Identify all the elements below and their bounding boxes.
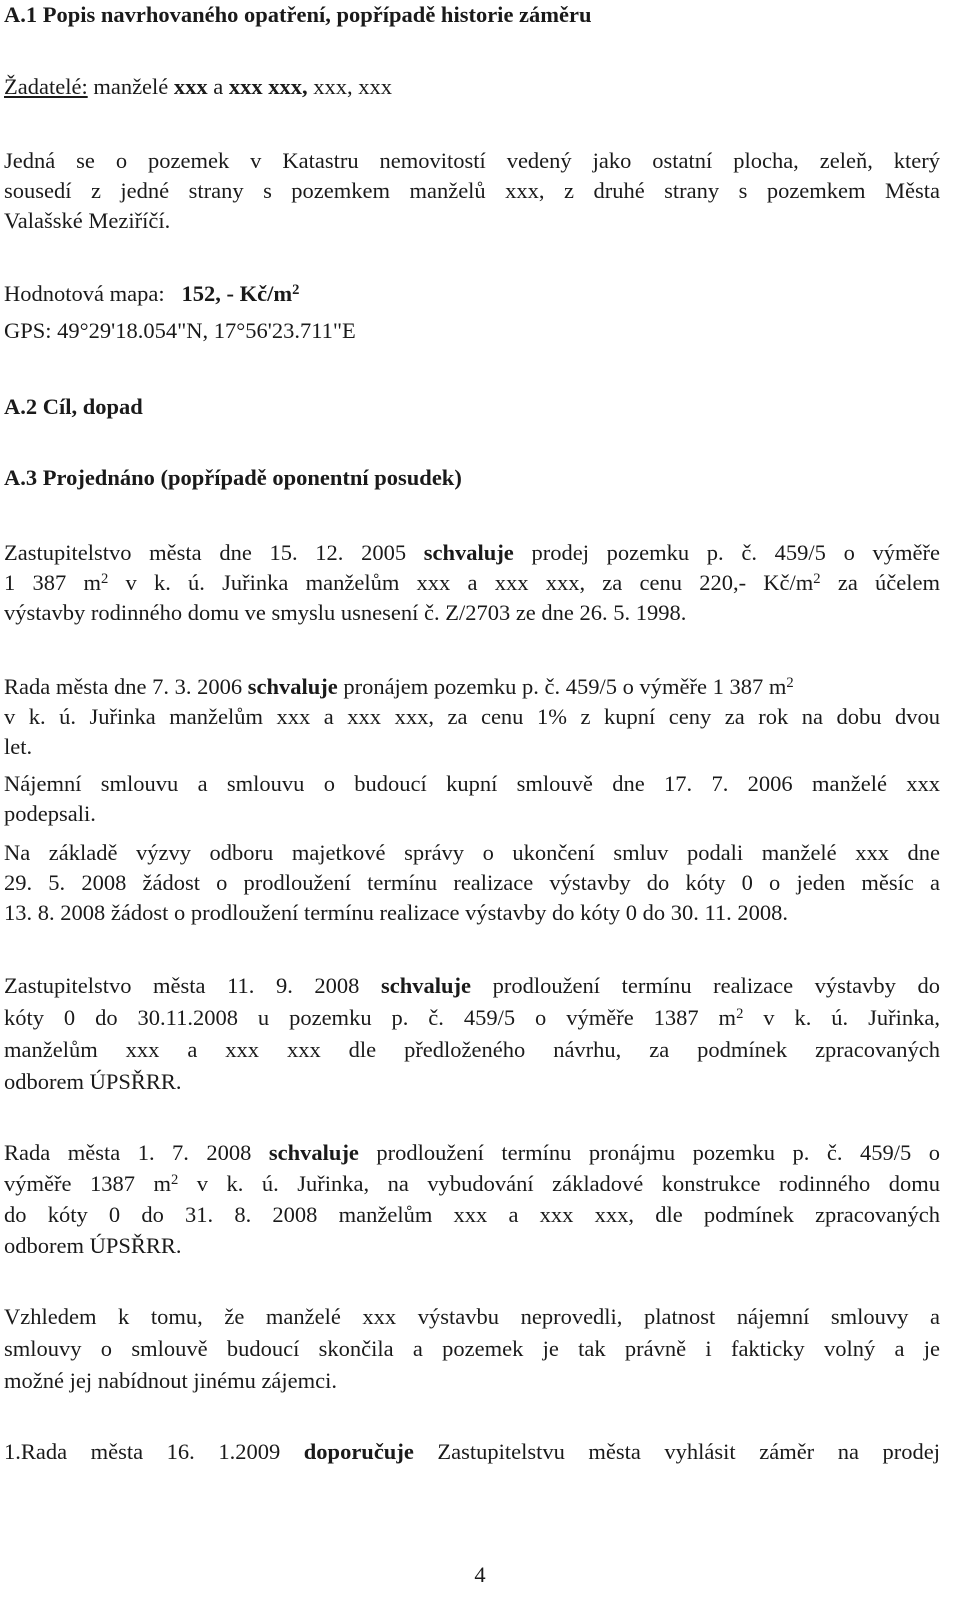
paragraph-line: manželům xxx a xxx xxx dle předloženého návrhu, za podmínek zpracovaných [4, 1037, 940, 1062]
paragraph-line: odborem ÚPSŘRR. [4, 1069, 182, 1094]
page-number: 4 [474, 1562, 486, 1587]
applicant-name: xxx [173, 74, 208, 99]
intro-line: Jedná se o pozemek v Katastru nemovitostí vedený jako ostatní plocha, zeleň, který [4, 148, 940, 173]
paragraph-line: let. [4, 734, 33, 759]
paragraph-line: Rada města 1. 7. 2008 schvaluje prodloužení termínu pronájmu pozemku p. č. 459/5 o [4, 1140, 940, 1165]
paragraph-line: Zastupitelstvo města 11. 9. 2008 schvaluje prodloužení termínu realizace výstavby do [4, 973, 940, 998]
paragraph-line: Zastupitelstvo města dne 15. 12. 2005 schvaluje prodej pozemku p. č. 459/5 o výměře [4, 540, 940, 565]
paragraph-line: odborem ÚPSŘRR. [4, 1233, 182, 1258]
heading-a3: A.3 Projednáno (popřípadě oponentní posudek) [4, 465, 462, 490]
paragraph-line: možné jej nabídnout jinému zájemci. [4, 1368, 338, 1393]
paragraph-line: smlouvy o smlouvě budoucí skončila a pozemek je tak právně i fakticky volný a je [4, 1336, 940, 1361]
paragraph-line: 13. 8. 2008 žádost o prodloužení termínu realizace výstavby do kóty 0 do 30. 11. 2008. [4, 900, 789, 925]
paragraph-line: v k. ú. Juřinka manželům xxx a xxx xxx, za cenu 1% z kupní ceny za rok na dobu dvou [4, 704, 940, 729]
decision-verb: schvaluje [247, 674, 338, 699]
paragraph-line: kóty 0 do 30.11.2008 u pozemku p. č. 459/5 o výměře 1387 $m^2$ v k. ú. Juřinka, [4, 1005, 940, 1030]
gps-line: GPS: 49°29'18.054"N, 17°56'23.711"E [4, 318, 356, 343]
value-map-label: Hodnotová mapa: [4, 281, 165, 306]
paragraph-line: do kóty 0 do 31. 8. 2008 manželům xxx a xxx xxx, dle podmínek zpracovaných [4, 1202, 940, 1227]
decision-verb: schvaluje [268, 1140, 359, 1165]
decision-verb: schvaluje [423, 540, 514, 565]
paragraph-line: Nájemní smlouvu a smlouvu o budoucí kupní smlouvě dne 17. 7. 2006 manželé xxx [4, 771, 940, 796]
paragraph-line: 1.Rada města 16. 1.2009 doporučuje Zastupitelstvu města vyhlásit záměr na prodej [4, 1439, 940, 1464]
paragraph-line: výstavby rodinného domu ve smyslu usnesení č. Z/2703 ze dne 26. 5. 1998. [4, 600, 687, 625]
paragraph-line: podepsali. [4, 801, 96, 826]
heading-a2: A.2 Cíl, dopad [4, 394, 143, 419]
paragraph-line: výměře 1387 $m^2$ v k. ú. Juřinka, na vybudování základové konstrukce rodinného domu [4, 1171, 940, 1196]
paragraph-line: Rada města dne 7. 3. 2006 schvaluje pronájem pozemku p. č. 459/5 o výměře 1 387 $m^2$ [4, 674, 794, 699]
paragraph-line: 29. 5. 2008 žádost o prodloužení termínu realizace výstavby do kóty 0 o jeden měsíc a [4, 870, 940, 895]
paragraph-line: Na základě výzvy odboru majetkové správy o ukončení smluv podali manželé xxx dne [4, 840, 940, 865]
heading-a1: A.1 Popis navrhovaného opatření, popřípadě historie záměru [4, 2, 592, 27]
intro-line: Valašské Meziříčí. [4, 208, 171, 233]
decision-verb: schvaluje [381, 973, 471, 998]
value-map-line: Hodnotová mapa: 152, - $Kč/m^2$ [4, 281, 300, 306]
applicant-label: Žadatelé: [4, 74, 88, 99]
paragraph-line: Vzhledem k tomu, že manželé xxx výstavbu neprovedli, platnost nájemní smlouvy a [4, 1304, 940, 1329]
value-map-value: 152, - Kč/m [181, 281, 293, 306]
intro-line: sousedí z jedné strany s pozemkem manželů xxx, z druhé strany s pozemkem Města [4, 178, 940, 203]
paragraph-line: 1 387 $m^2$ v k. ú. Juřinka manželům xxx a xxx xxx, za cenu 220,- $Kč/m^2$ za účelem [4, 570, 940, 595]
decision-verb: doporučuje [303, 1439, 414, 1464]
applicant-line: Žadatelé: manželé xxx a xxx xxx, xxx, xxx [4, 74, 393, 99]
